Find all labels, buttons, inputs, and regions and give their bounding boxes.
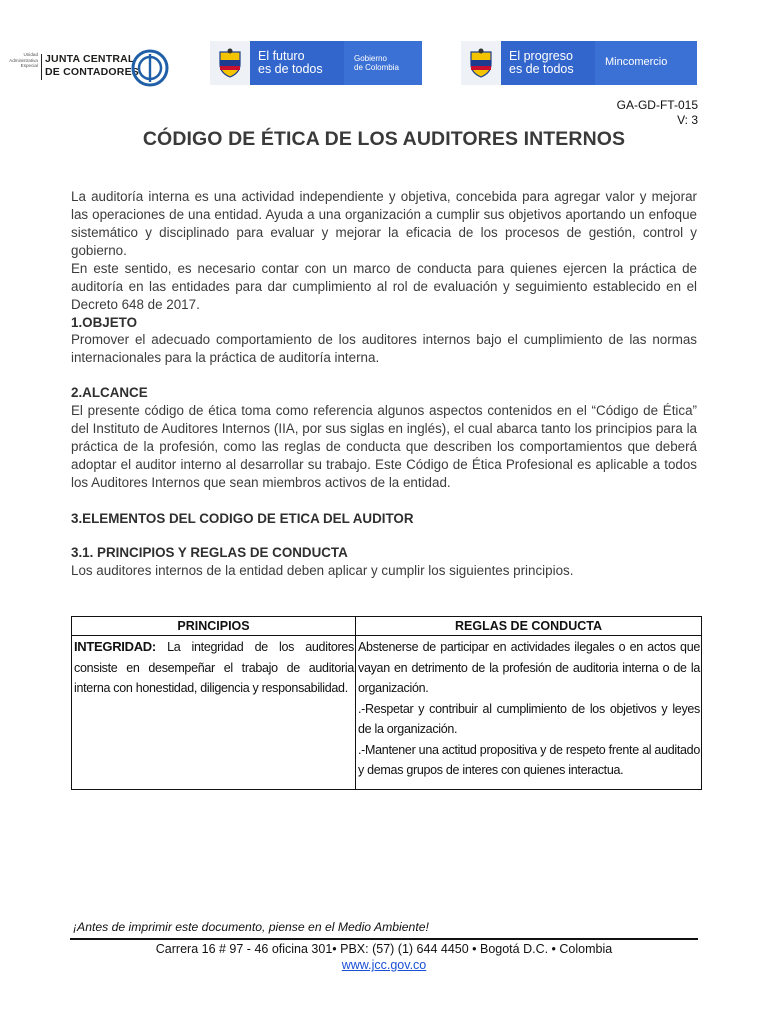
page-title: CÓDIGO DE ÉTICA DE LOS AUDITORES INTERNOS bbox=[142, 128, 626, 150]
table-cell-principle bbox=[72, 636, 356, 790]
gov2-line1: El progreso bbox=[509, 49, 573, 63]
principle-label: INTEGRIDAD: bbox=[74, 639, 156, 654]
colombia-seal-icon bbox=[210, 41, 250, 85]
website-link[interactable]: www.jcc.gov.co bbox=[341, 958, 427, 972]
gov2-slogan bbox=[501, 41, 595, 85]
footer-website bbox=[0, 957, 768, 973]
principles-table bbox=[71, 616, 702, 790]
gov2-right: Mincomercio bbox=[605, 56, 668, 69]
alcance-heading: 2.ALCANCE bbox=[71, 385, 148, 400]
intro-paragraph-2: En este sentido, es necesario contar con un marco de conducta para quienes ejercen la práctica de auditoría en las entidades para dar cumplimiento al rol de evaluación y seguimiento establecido en el Decreto 648 de 2017. bbox=[71, 261, 697, 312]
footer-divider bbox=[70, 938, 698, 940]
table-header-principios: PRINCIPIOS bbox=[72, 617, 356, 636]
gov2-line2: es de todos bbox=[509, 62, 574, 76]
objeto-text: Promover el adecuado comportamiento de los auditores internos bajo el cumplimiento de las normas internacionales para la práctica de auditoría interna. bbox=[71, 332, 697, 365]
gov1-line1: El futuro bbox=[258, 49, 305, 63]
gov1-slogan bbox=[250, 41, 344, 85]
page-header bbox=[0, 36, 768, 92]
gov2-entity bbox=[595, 41, 697, 85]
gov1-right2: de Colombia bbox=[354, 63, 399, 72]
document-meta bbox=[617, 98, 698, 128]
footer-environment-note: ¡Antes de imprimir este documento, piense en el Medio Ambiente! bbox=[73, 920, 429, 934]
rule-item: .-Respetar y contribuir al cumplimiento de los objetivos y leyes de la organización. bbox=[358, 701, 700, 736]
jcc-logo-icon bbox=[130, 48, 170, 88]
table-header-reglas: REGLAS DE CONDUCTA bbox=[356, 617, 702, 636]
footer-address: Carrera 16 # 97 - 46 oficina 301• PBX: (57) (1) 644 4450 • Bogotá D.C. • Colombia bbox=[155, 942, 613, 956]
document-version: V: 3 bbox=[677, 113, 698, 127]
elementos-heading: 3.ELEMENTOS DEL CODIGO DE ETICA DEL AUDITOR bbox=[71, 511, 414, 526]
principios-heading: 3.1. PRINCIPIOS Y REGLAS DE CONDUCTA bbox=[71, 545, 348, 560]
objeto-heading: 1.OBJETO bbox=[71, 315, 137, 330]
principle-text: La integridad de los auditores consiste en desempeñar el trabajo de auditoria interna con honestidad, diligencia y responsabilidad. bbox=[74, 640, 354, 695]
jcc-small-caption: Unidad Administrativa Especial bbox=[9, 52, 38, 69]
alcance-text: El presente código de ética toma como referencia algunos aspectos contenidos en el “Código de Ética” del Instituto de Auditores Internos (IIA, por sus siglas en inglés), el cual abarca tanto los principios para la práctica de la profesión, como las reglas de conducta que describen los comportamientos que deberá adoptar el auditor interno al desarrollar su trabajo. Este Código de Ética Profesional es aplicable a todos los Auditores Internos que sean miembros activos de la entidad. bbox=[71, 403, 697, 490]
document-code: GA-GD-FT-015 bbox=[616, 98, 698, 112]
intro-paragraph-1: La auditoría interna es una actividad independiente y objetiva, concebida para agregar valor y mejorar las operaciones de una entidad. Ayuda a una organización a cumplir sus objetivos aportando un enfoque sistemático y disciplinado para evaluar y mejorar la eficacia de los procesos de gestión, control y gobierno. bbox=[71, 189, 697, 258]
jcc-name bbox=[45, 53, 139, 79]
jcc-name-line2: DE CONTADORES bbox=[45, 66, 139, 78]
rule-item: Abstenerse de participar en actividades ilegales o en actos que vayan en detrimento de la profesión de auditoria interna o de la organización. bbox=[358, 640, 700, 695]
jcc-divider bbox=[41, 54, 42, 80]
gov1-line2: es de todos bbox=[258, 62, 323, 76]
gobierno-colombia-banner bbox=[210, 41, 422, 85]
table-row bbox=[72, 636, 702, 790]
gov1-entity bbox=[344, 41, 422, 85]
rule-item: .-Mantener una actitud propositiva y de respeto frente al auditado y demas grupos de interes con quienes interactua. bbox=[358, 742, 700, 777]
colombia-seal-icon bbox=[461, 41, 501, 85]
gov1-right1: Gobierno bbox=[354, 53, 387, 63]
mincomercio-banner bbox=[461, 41, 697, 85]
principios-text: Los auditores internos de la entidad deben aplicar y cumplir los siguientes principios. bbox=[71, 563, 574, 578]
table-header-row bbox=[72, 617, 702, 636]
jcc-name-line1: JUNTA CENTRAL bbox=[45, 53, 135, 65]
jcc-logo bbox=[4, 50, 172, 94]
table-cell-rules bbox=[356, 636, 702, 790]
